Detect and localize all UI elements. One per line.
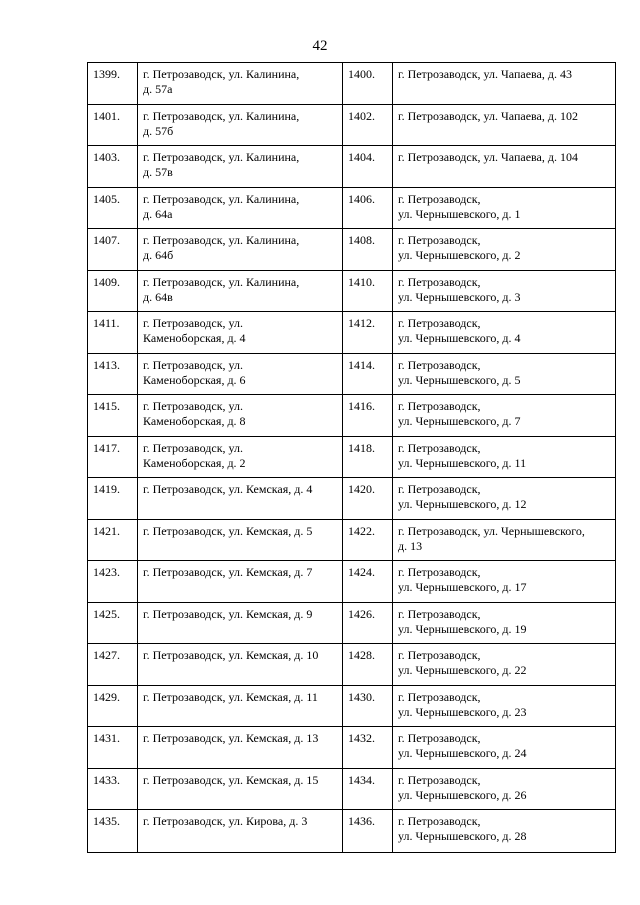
address-line: г. Петрозаводск, ул. Чапаева, д. 102 <box>398 108 578 123</box>
row-number-right: 1408. <box>343 229 393 271</box>
address-line: г. Петрозаводск, ул. Кемская, д. 10 <box>143 648 319 662</box>
address-line: г. Петрозаводск, <box>398 814 481 828</box>
address-left <box>138 395 343 437</box>
address-right <box>393 478 616 520</box>
address-line: д. 64а <box>143 206 173 221</box>
address-line: г. Петрозаводск, ул. Калинина, <box>143 150 300 164</box>
row-number-left: 1423. <box>88 561 138 603</box>
address-left <box>138 727 343 769</box>
address-line: г. Петрозаводск, ул. <box>143 399 243 413</box>
table-row <box>88 727 616 769</box>
address-line: Каменоборская, д. 2 <box>143 455 246 470</box>
address-line: д. 57а <box>143 82 173 96</box>
address-line: ул. Чернышевского, д. 5 <box>398 372 521 387</box>
address-right <box>393 644 616 686</box>
table-row <box>88 768 616 810</box>
address-line: г. Петрозаводск, ул. Чернышевского, <box>398 523 585 538</box>
address-left <box>138 229 343 271</box>
row-number-left: 1425. <box>88 602 138 644</box>
address-right <box>393 519 616 561</box>
address-line: Каменоборская, д. 6 <box>143 372 246 387</box>
row-number-right: 1436. <box>343 810 393 853</box>
table-row <box>88 810 616 853</box>
address-left <box>138 478 343 520</box>
address-line: г. Петрозаводск, ул. Кемская, д. 7 <box>143 565 313 579</box>
table-row <box>88 519 616 561</box>
row-number-right: 1406. <box>343 187 393 229</box>
row-number-left: 1409. <box>88 270 138 312</box>
table-row <box>88 685 616 727</box>
row-number-left: 1403. <box>88 146 138 188</box>
row-number-right: 1400. <box>343 63 393 105</box>
table-row <box>88 104 616 146</box>
row-number-right: 1416. <box>343 395 393 437</box>
address-right <box>393 685 616 727</box>
row-number-left: 1429. <box>88 685 138 727</box>
row-number-right: 1426. <box>343 602 393 644</box>
address-left <box>138 685 343 727</box>
address-right <box>393 104 616 146</box>
address-left <box>138 146 343 188</box>
table-row <box>88 229 616 271</box>
address-left <box>138 187 343 229</box>
address-right <box>393 810 616 853</box>
row-number-left: 1411. <box>88 312 138 354</box>
row-number-right: 1422. <box>343 519 393 561</box>
address-line: ул. Чернышевского, д. 22 <box>398 663 527 677</box>
address-line: г. Петрозаводск, <box>398 689 481 704</box>
row-number-left: 1421. <box>88 519 138 561</box>
address-line: ул. Чернышевского, д. 4 <box>398 331 521 345</box>
row-number-right: 1420. <box>343 478 393 520</box>
address-left <box>138 810 343 853</box>
address-line: ул. Чернышевского, д. 11 <box>398 455 527 470</box>
address-line: г. Петрозаводск, ул. Калинина, <box>143 108 300 123</box>
address-line: д. 64б <box>143 248 174 262</box>
address-right <box>393 229 616 271</box>
address-right <box>393 187 616 229</box>
address-line: ул. Чернышевского, д. 23 <box>398 704 527 719</box>
address-line: г. Петрозаводск, ул. Калинина, <box>143 274 300 289</box>
address-left <box>138 270 343 312</box>
address-line: г. Петрозаводск, ул. Калинина, <box>143 67 300 81</box>
address-line: г. Петрозаводск, ул. Чапаева, д. 104 <box>398 150 578 164</box>
row-number-left: 1413. <box>88 353 138 395</box>
address-line: Каменоборская, д. 8 <box>143 414 246 428</box>
address-right <box>393 436 616 478</box>
address-right <box>393 395 616 437</box>
row-number-left: 1405. <box>88 187 138 229</box>
address-line: г. Петрозаводск, <box>398 316 481 330</box>
address-line: г. Петрозаводск, <box>398 648 481 662</box>
address-line: г. Петрозаводск, <box>398 606 481 621</box>
table-row <box>88 602 616 644</box>
address-line: г. Петрозаводск, ул. Чапаева, д. 43 <box>398 67 572 81</box>
address-line: г. Петрозаводск, ул. <box>143 357 243 372</box>
address-right <box>393 270 616 312</box>
address-line: ул. Чернышевского, д. 2 <box>398 248 521 262</box>
address-line: г. Петрозаводск, ул. Кемская, д. 13 <box>143 731 319 745</box>
address-line: ул. Чернышевского, д. 19 <box>398 621 527 636</box>
address-left <box>138 519 343 561</box>
address-line: ул. Чернышевского, д. 28 <box>398 829 527 843</box>
address-line: г. Петрозаводск, <box>398 274 481 289</box>
table-row <box>88 478 616 520</box>
table-row <box>88 353 616 395</box>
address-line: г. Петрозаводск, <box>398 482 481 496</box>
table-row <box>88 644 616 686</box>
page-number: 42 <box>312 38 328 54</box>
row-number-right: 1404. <box>343 146 393 188</box>
address-line: ул. Чернышевского, д. 17 <box>398 580 527 594</box>
row-number-left: 1419. <box>88 478 138 520</box>
address-line: д. 64в <box>143 289 173 304</box>
row-number-right: 1428. <box>343 644 393 686</box>
address-left <box>138 768 343 810</box>
row-number-right: 1430. <box>343 685 393 727</box>
row-number-left: 1427. <box>88 644 138 686</box>
address-line: г. Петрозаводск, ул. Кемская, д. 11 <box>143 689 318 704</box>
address-line: ул. Чернышевского, д. 12 <box>398 497 527 511</box>
address-line: д. 13 <box>398 538 423 553</box>
address-right <box>393 353 616 395</box>
row-number-right: 1402. <box>343 104 393 146</box>
row-number-left: 1415. <box>88 395 138 437</box>
address-right <box>393 727 616 769</box>
address-right <box>393 561 616 603</box>
address-line: г. Петрозаводск, ул. Калинина, <box>143 191 300 206</box>
address-right <box>393 602 616 644</box>
address-line: д. 57в <box>143 165 173 179</box>
address-left <box>138 436 343 478</box>
address-line: г. Петрозаводск, <box>398 772 481 787</box>
row-number-left: 1399. <box>88 63 138 105</box>
address-line: г. Петрозаводск, <box>398 731 481 745</box>
row-number-right: 1418. <box>343 436 393 478</box>
address-line: ул. Чернышевского, д. 7 <box>398 414 521 428</box>
row-number-left: 1401. <box>88 104 138 146</box>
table-row <box>88 436 616 478</box>
table-row <box>88 270 616 312</box>
address-line: г. Петрозаводск, ул. Кирова, д. 3 <box>143 814 308 828</box>
address-left <box>138 644 343 686</box>
address-line: г. Петрозаводск, ул. Кемская, д. 15 <box>143 772 319 787</box>
address-line: д. 57б <box>143 123 174 138</box>
address-line: г. Петрозаводск, ул. Калинина, <box>143 233 300 247</box>
table-row <box>88 146 616 188</box>
row-number-left: 1417. <box>88 436 138 478</box>
row-number-right: 1410. <box>343 270 393 312</box>
row-number-right: 1424. <box>343 561 393 603</box>
address-left <box>138 63 343 105</box>
address-left <box>138 312 343 354</box>
address-line: Каменоборская, д. 4 <box>143 331 246 345</box>
address-right <box>393 768 616 810</box>
address-left <box>138 561 343 603</box>
row-number-right: 1412. <box>343 312 393 354</box>
row-number-left: 1431. <box>88 727 138 769</box>
address-table <box>87 62 616 853</box>
address-line: г. Петрозаводск, <box>398 191 481 206</box>
address-line: г. Петрозаводск, ул. <box>143 316 243 330</box>
table-row <box>88 561 616 603</box>
address-line: г. Петрозаводск, <box>398 399 481 413</box>
address-line: г. Петрозаводск, ул. Кемская, д. 5 <box>143 523 313 538</box>
address-line: г. Петрозаводск, ул. Кемская, д. 4 <box>143 482 313 496</box>
address-left <box>138 104 343 146</box>
address-line: г. Петрозаводск, <box>398 357 481 372</box>
address-line: ул. Чернышевского, д. 26 <box>398 787 527 802</box>
row-number-left: 1433. <box>88 768 138 810</box>
row-number-left: 1435. <box>88 810 138 853</box>
address-line: г. Петрозаводск, <box>398 440 481 455</box>
row-number-left: 1407. <box>88 229 138 271</box>
address-right <box>393 146 616 188</box>
row-number-right: 1414. <box>343 353 393 395</box>
address-line: ул. Чернышевского, д. 24 <box>398 746 527 760</box>
row-number-right: 1432. <box>343 727 393 769</box>
address-line: г. Петрозаводск, ул. Кемская, д. 9 <box>143 606 313 621</box>
address-line: ул. Чернышевского, д. 3 <box>398 289 521 304</box>
address-line: г. Петрозаводск, <box>398 233 481 247</box>
table-row <box>88 187 616 229</box>
address-table-body <box>88 63 616 853</box>
row-number-right: 1434. <box>343 768 393 810</box>
address-right <box>393 312 616 354</box>
address-left <box>138 353 343 395</box>
address-line: г. Петрозаводск, <box>398 565 481 579</box>
table-row <box>88 63 616 105</box>
address-left <box>138 602 343 644</box>
table-row <box>88 312 616 354</box>
address-line: ул. Чернышевского, д. 1 <box>398 206 521 221</box>
table-row <box>88 395 616 437</box>
address-line: г. Петрозаводск, ул. <box>143 440 243 455</box>
address-right <box>393 63 616 105</box>
